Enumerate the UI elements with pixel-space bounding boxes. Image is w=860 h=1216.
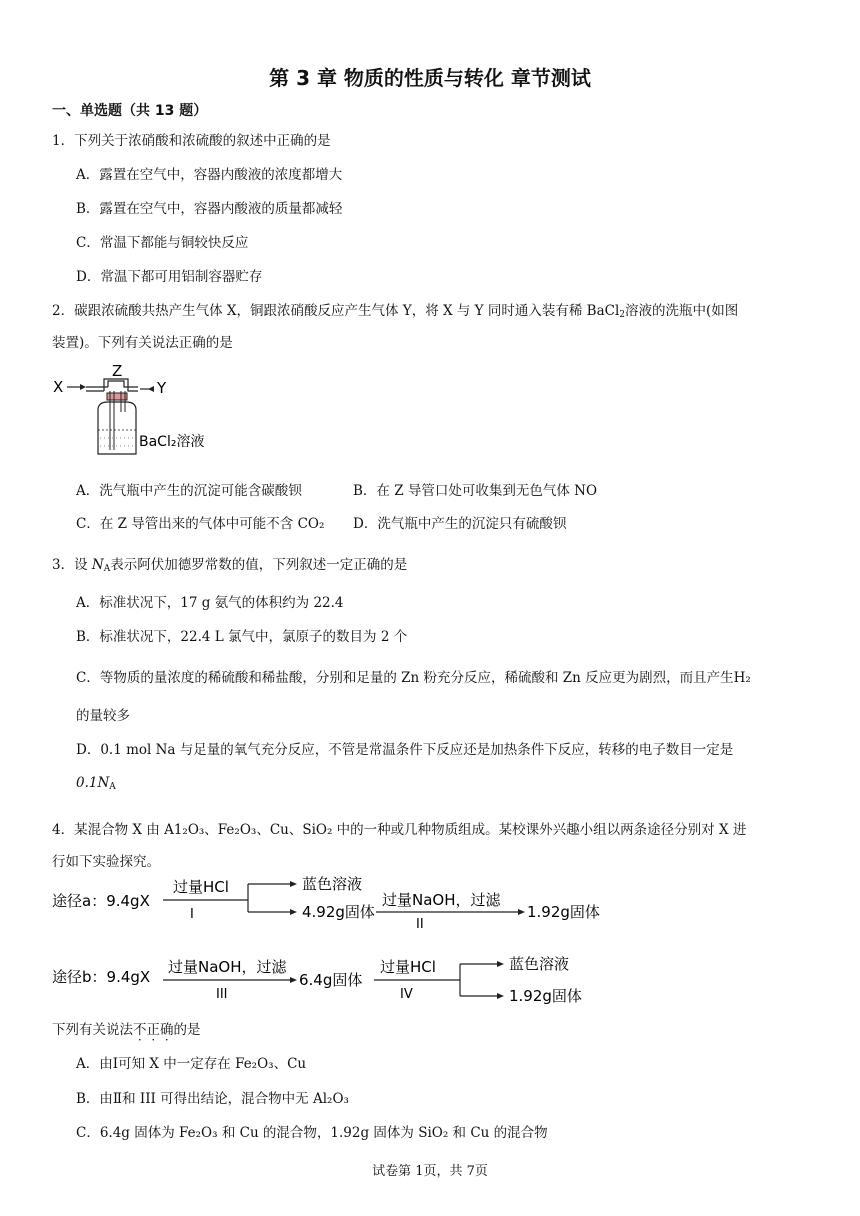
route-a-step2-no: II [416, 917, 424, 930]
q1-option-c: C．常温下都能与铜较快反应 [76, 235, 249, 251]
route-a-out1: 蓝色溶液 [302, 875, 363, 893]
section-heading: 一、单选题（共 13 题） [52, 103, 208, 119]
q3-option-c-line2: 的量较多 [76, 708, 130, 724]
q3-option-d-line1: D．0.1 mol Na 与足量的氧气充分反应，不管是常温条件下反应还是加热条件下反应，转移的电子数目一定是 [76, 742, 734, 758]
route-b-step1-no: III [216, 987, 228, 1002]
gas-y-label: Y [157, 379, 167, 397]
q3-option-c-line1: C．等物质的量浓度的稀硫酸和稀盐酸，分别和足量的 Zn 粉充分反应，稀硫酸和 Zn 反应更为剧烈，而且产生H₂ [76, 670, 751, 686]
route-a-final: 1.92g固体 [527, 903, 600, 921]
q4-option-c: C．6.4g 固体为 Fe₂O₃ 和 Cu 的混合物，1.92g 固体为 SiO₂ 和 Cu 的混合物 [76, 1125, 548, 1141]
page-footer: 试卷第 1页，共 7页 [372, 1164, 488, 1179]
q3-option-d-line2: $0.1N_A$ [76, 775, 116, 792]
route-a-out2: 4.92g固体 [302, 903, 375, 921]
q2-option-d: D．洗气瓶中产生的沉淀只有硫酸钡 [353, 516, 567, 532]
q2-option-b: B．在 Z 导管口处可收集到无色气体 NO [353, 483, 598, 499]
route-b-out2: 1.92g固体 [509, 987, 582, 1005]
q3-option-a: A．标准状况下，17 g 氨气的体积约为 22.4 [76, 595, 344, 611]
route-b-step2-no: IV [400, 987, 413, 1002]
q4-question: 下列有关说法不正确的是 [52, 1022, 201, 1038]
q1-stem: 1．下列关于浓硝酸和浓硫酸的叙述中正确的是 [52, 133, 331, 149]
route-b-step1-reagent: 过量NaOH，过滤 [168, 958, 287, 976]
q1-option-b: B．露置在空气中，容器内酸液的质量都减轻 [76, 201, 343, 217]
route-b-flowchart [50, 948, 610, 1012]
q4-stem-line1: 4．某混合物 X 由 A1₂O₃、Fe₂O₃、Cu、SiO₂ 中的一种或几种物质组成。某校课外兴趣小组以两条途径分别对 X 进 [52, 822, 747, 838]
route-a-step1-reagent: 过量HCl [173, 878, 229, 896]
route-b-out1: 蓝色溶液 [509, 955, 570, 973]
bacl2-solution-label: BaCl₂溶液 [139, 434, 205, 450]
route-b-label: 途径b：9.4gX [52, 968, 151, 986]
gas-z-label: Z [112, 362, 123, 380]
q2-stem-line2: 装置)。下列有关说法正确的是 [52, 335, 233, 351]
q2-option-a: A．洗气瓶中产生的沉淀可能含碳酸钡 [76, 483, 302, 499]
route-a-label: 途径a：9.4gX [52, 892, 150, 910]
route-a-step2-reagent: 过量NaOH，过滤 [382, 891, 501, 909]
q3-option-b: B．标准状况下，22.4 L 氯气中，氯原子的数目为 2 个 [76, 629, 408, 645]
route-b-mid: 6.4g固体 [299, 971, 363, 989]
q4-stem-line2: 行如下实验探究。 [52, 854, 160, 870]
route-b-step2-reagent: 过量HCl [380, 958, 436, 976]
gas-x-label: X [53, 378, 64, 396]
q3-stem: 3．设 $N_A$表示阿伏加德罗常数的值，下列叙述一定正确的是 [52, 557, 408, 574]
q4-option-a: A．由Ⅰ可知 X 中一定存在 Fe₂O₃、Cu [76, 1056, 307, 1072]
q2-option-c: C．在 Z 导管出来的气体中可能不含 CO₂ [76, 516, 325, 532]
route-a-flowchart [50, 870, 610, 930]
q1-option-d: D．常温下都可用铝制容器贮存 [76, 269, 263, 285]
page-title: 第 3 章 物质的性质与转化 章节测试 [269, 66, 591, 90]
q1-option-a: A．露置在空气中，容器内酸液的浓度都增大 [76, 167, 343, 183]
q2-stem-line1: 2．碳跟浓硫酸共热产生气体 X，铜跟浓硝酸反应产生气体 Y，将 X 与 Y 同时通入装有稀 BaCl$_2$溶液的洗瓶中(如图 [52, 303, 739, 320]
wash-bottle-figure [50, 362, 220, 462]
q4-option-b: B．由Ⅱ和 III 可得出结论，混合物中无 Al₂O₃ [76, 1091, 349, 1107]
route-a-step1-no: I [190, 907, 194, 922]
